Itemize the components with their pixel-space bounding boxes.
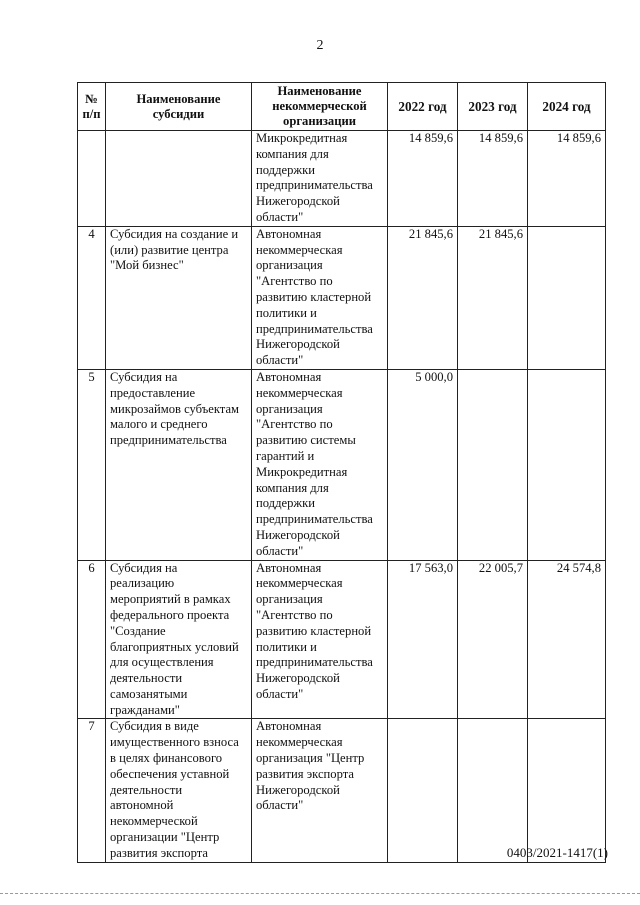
table-header-row (78, 83, 606, 131)
header-2023: 2023 год (458, 83, 528, 131)
row-num: 4 (78, 226, 106, 369)
table-row (78, 131, 606, 227)
row-value-2022 (388, 719, 458, 862)
document-code: 0403/2021-1417(1) (506, 845, 608, 860)
row-org: Автономная некоммерческая организация "Центр развития экспорта Нижегородской области" (252, 719, 388, 862)
row-value-2024: 14 859,6 (528, 131, 606, 227)
row-value-2023 (458, 719, 528, 862)
header-2022: 2022 год (388, 83, 458, 131)
table-row (78, 369, 606, 560)
header-org: Наименование некоммерческой организации (252, 83, 388, 131)
row-num: 7 (78, 719, 106, 862)
row-subsidy: Субсидия в виде имущественного взноса в целях финансового обеспечения уставной деятельности автономной некоммерческой организации "Центр развития экспорта (106, 719, 252, 862)
row-value-2023: 22 005,7 (458, 560, 528, 719)
row-value-2022: 14 859,6 (388, 131, 458, 227)
row-num: 6 (78, 560, 106, 719)
row-value-2022: 5 000,0 (388, 369, 458, 560)
row-subsidy (106, 131, 252, 227)
row-subsidy: Субсидия на реализацию мероприятий в рамках федерального проекта "Создание благоприятных условий для осуществления деятельности самозанятыми гражданами" (106, 560, 252, 719)
row-org: Автономная некоммерческая организация "Агентство по развитию кластерной политики и предпринимательства Нижегородской области" (252, 226, 388, 369)
scan-edge-divider (0, 893, 640, 895)
row-value-2023 (458, 369, 528, 560)
table-row (78, 719, 606, 862)
header-num: № п/п (78, 83, 106, 131)
row-org: Автономная некоммерческая организация "Агентство по развитию кластерной политики и предпринимательства Нижегородской области" (252, 560, 388, 719)
table-row (78, 560, 606, 719)
table-row (78, 226, 606, 369)
row-value-2023: 14 859,6 (458, 131, 528, 227)
subsidy-table (77, 82, 606, 863)
header-2024: 2024 год (528, 83, 606, 131)
page-number: 2 (316, 38, 324, 53)
header-subsidy: Наименование субсидии (106, 83, 252, 131)
row-value-2022: 17 563,0 (388, 560, 458, 719)
row-org: Микрокредитная компания для поддержки предпринимательства Нижегородской области" (252, 131, 388, 227)
row-value-2022: 21 845,6 (388, 226, 458, 369)
row-num (78, 131, 106, 227)
row-value-2024 (528, 369, 606, 560)
row-value-2024: 24 574,8 (528, 560, 606, 719)
row-value-2023: 21 845,6 (458, 226, 528, 369)
row-num: 5 (78, 369, 106, 560)
row-value-2024 (528, 226, 606, 369)
row-value-2024 (528, 719, 606, 862)
row-subsidy: Субсидия на создание и (или) развитие центра "Мой бизнес" (106, 226, 252, 369)
row-org: Автономная некоммерческая организация "Агентство по развитию системы гарантий и Микрокредитная компания для поддержки предпринимательства Нижегородской области" (252, 369, 388, 560)
row-subsidy: Субсидия на предоставление микрозаймов субъектам малого и среднего предпринимательства (106, 369, 252, 560)
